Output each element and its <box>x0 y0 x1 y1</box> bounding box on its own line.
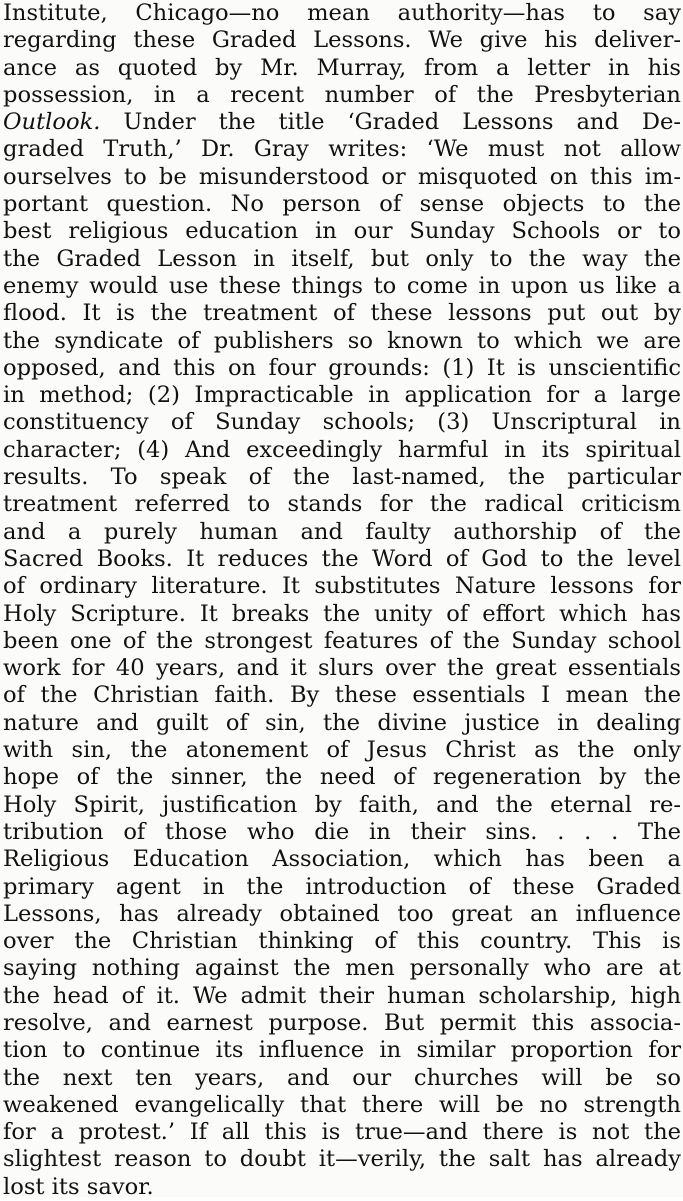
text-line: weakened evangelically that there will be no strength <box>3 1091 681 1118</box>
text-line: results. To speak of the last-named, the particular <box>3 464 681 491</box>
text-line: regarding these Graded Lessons. We give his deliver- <box>3 27 681 54</box>
text-line: work for 40 years, and it slurs over the great essentials <box>3 655 681 682</box>
text-line: resolve, and earnest purpose. But permit this associa- <box>3 1009 681 1036</box>
text-line: nature and guilt of sin, the divine justice in dealing <box>3 709 681 736</box>
text-line: tribution of those who die in their sins. . . . The <box>3 818 681 845</box>
text-line: flood. It is the treatment of these lessons put out by <box>3 300 681 327</box>
text-line: the next ten years, and our churches will be so <box>3 1064 681 1091</box>
text-line: Sacred Books. It reduces the Word of God to the level <box>3 545 681 572</box>
text-line: slightest reason to doubt it—verily, the salt has already <box>3 1146 681 1173</box>
text-line: treatment referred to stands for the radical criticism <box>3 491 681 518</box>
text-line: lost its savor. <box>3 1173 154 1200</box>
body-text <box>3 0 681 1201</box>
text-line: enemy would use these things to come in upon us like a <box>3 272 681 299</box>
text-line: Lessons, has already obtained too great an influence <box>3 900 681 927</box>
text-line: the Graded Lesson in itself, but only to the way the <box>3 245 681 272</box>
text-line: been one of the strongest features of the Sunday school <box>3 627 681 654</box>
text-line: of ordinary literature. It substitutes Nature lessons for <box>3 573 681 600</box>
text-line: ance as quoted by Mr. Murray, from a letter in his <box>3 54 681 81</box>
text-line: Holy Spirit, justification by faith, and the eternal re- <box>3 791 681 818</box>
italic-title: Outlook. <box>3 109 101 136</box>
text-line: graded Truth,’ Dr. Gray writes: ‘We must not allow <box>3 136 681 163</box>
text-line: in method; (2) Impracticable in application for a large <box>3 382 681 409</box>
text-line: tion to continue its influence in similar proportion for <box>3 1037 681 1064</box>
text-line: of the Christian faith. By these essentials I mean the <box>3 682 681 709</box>
text-line: for a protest.’ If all this is true—and there is not the <box>3 1119 681 1146</box>
text-line: best religious education in our Sunday Schools or to <box>3 218 681 245</box>
text-line: ourselves to be misunderstood or misquoted on this im- <box>3 163 681 190</box>
text-line: hope of the sinner, the need of regeneration by the <box>3 764 681 791</box>
text-line: over the Christian thinking of this country. This is <box>3 928 681 955</box>
text-line: possession, in a recent number of the Presbyterian <box>3 81 681 108</box>
text-line: portant question. No person of sense objects to the <box>3 191 681 218</box>
text-line: with sin, the atonement of Jesus Christ as the only <box>3 737 681 764</box>
text-line: the head of it. We admit their human scholarship, high <box>3 982 681 1009</box>
text-line: and a purely human and faulty authorship of the <box>3 518 681 545</box>
text-line: Institute, Chicago—no mean authority—has to say <box>3 0 681 26</box>
text-line: Holy Scripture. It breaks the unity of effort which has <box>3 600 681 627</box>
text-line: constituency of Sunday schools; (3) Unscriptural in <box>3 409 681 436</box>
text-line: primary agent in the introduction of these Graded <box>3 873 681 900</box>
text-line: Religious Education Association, which has been a <box>3 846 681 873</box>
text-line: Outlook. Under the title ‘Graded Lessons and De- <box>3 109 681 136</box>
text-line: opposed, and this on four grounds: (1) It is unscientific <box>3 354 681 381</box>
text-line: the syndicate of publishers so known to which we are <box>3 327 681 354</box>
text-line: character; (4) And exceedingly harmful in its spiritual <box>3 436 681 463</box>
text-line: saying nothing against the men personally who are at <box>3 955 681 982</box>
